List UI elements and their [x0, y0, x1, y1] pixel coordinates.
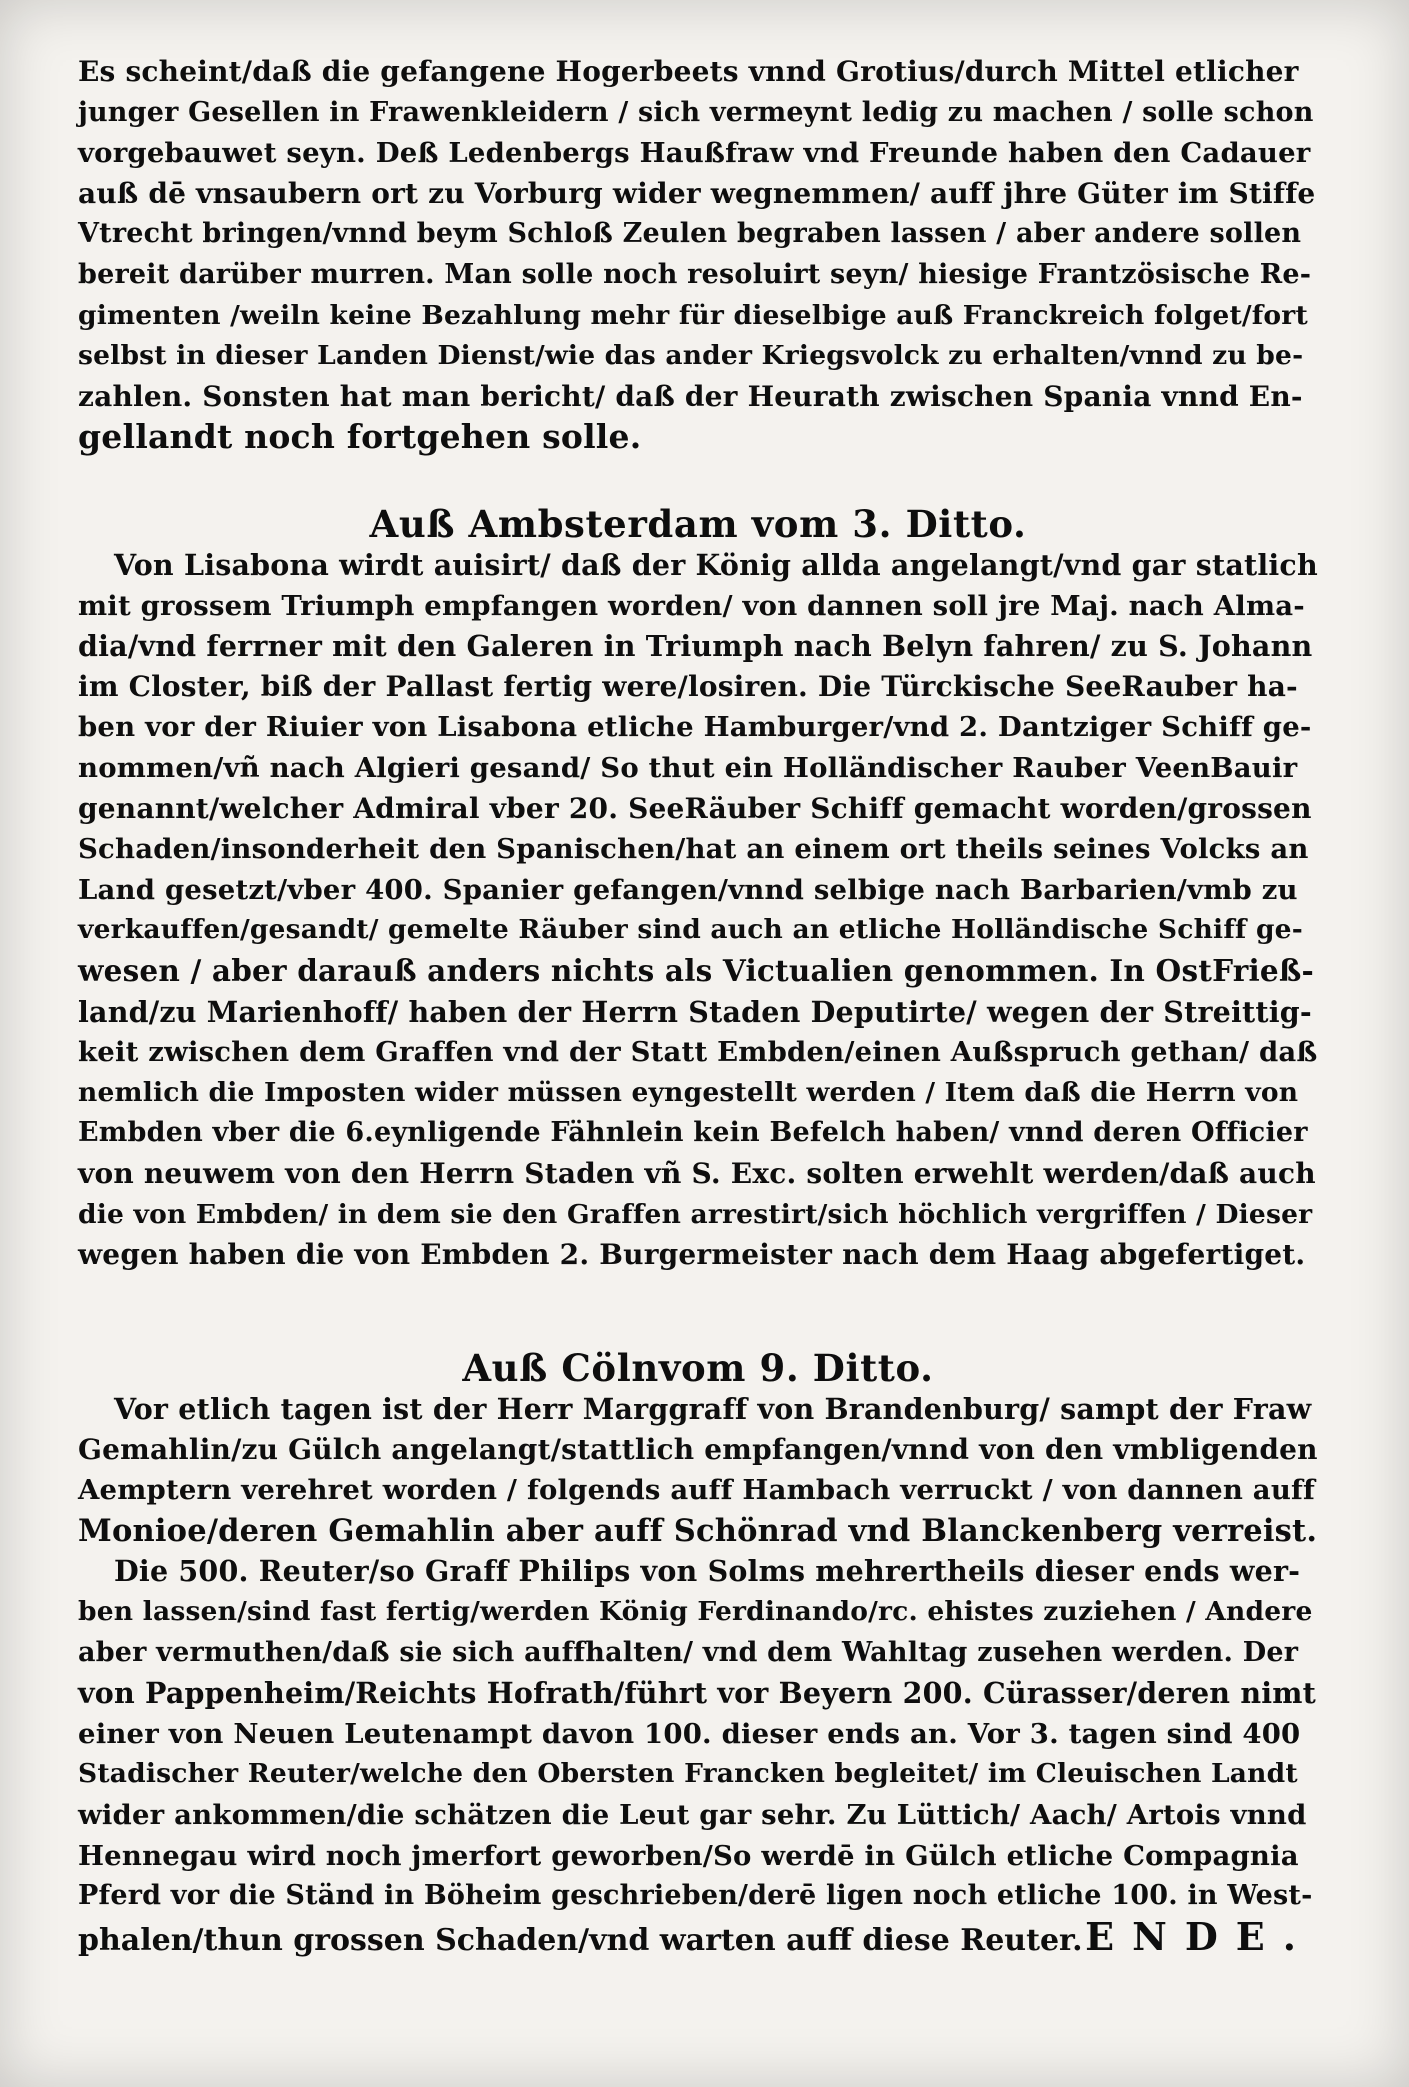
- text-line: Es scheint/daß die gefangene Hogerbeets vnnd Grotius/durch Mittel etlicher: [78, 55, 1299, 88]
- section-heading-amsterdam: Auß Ambsterdam vom 3. Ditto.: [369, 502, 1027, 546]
- text-line: wesen / aber darauß anders nichts als Victualien genommen. In OstFrieß-: [78, 952, 1314, 988]
- text-line: land/zu Marienhoff/ haben der Herrn Staden Deputirte/ wegen der Streittig-: [78, 994, 1312, 1029]
- text-line: Gemahlin/zu Gülch angelangt/stattlich empfangen/vnnd von den vmbligenden: [78, 1432, 1318, 1466]
- text-line: Vor etlich tagen ist der Herr Marggraff von Brandenburg/ sampt der Fraw: [114, 1392, 1312, 1426]
- text-line: nemlich die Imposten wider müssen eyngestellt werden / Item daß die Herrn von: [78, 1076, 1299, 1108]
- text-line: Stadischer Reuter/welche den Obersten Francken begleitet/ im Cleuischen Landt: [78, 1758, 1298, 1790]
- last-line-row: [78, 1913, 1318, 1959]
- text-line: die von Embden/ in dem sie den Graffen arrestirt/sich höchlich vergriffen / Dieser: [78, 1198, 1313, 1230]
- text-line: Land gesetzt/vber 400. Spanier gefangen/vnnd selbige nach Barbarien/vmb zu: [78, 873, 1298, 906]
- text-line: Von Lisabona wirdt auisirt/ daß der König allda angelangt/vnd gar statlich: [114, 548, 1318, 582]
- text-line: wider ankommen/die schätzen die Leut gar sehr. Zu Lüttich/ Aach/ Artois vnnd: [78, 1798, 1307, 1831]
- section-heading-koeln: Auß Cölnvom 9. Ditto.: [462, 1346, 934, 1390]
- text-line: im Closter, biß der Pallast fertig were/losiren. Die Türckische SeeRauber ha-: [78, 669, 1298, 703]
- text-line: vorgebauwet seyn. Deß Ledenbergs Haußfraw vnd Freunde haben den Cadauer: [78, 137, 1311, 170]
- text-line: Monioe/deren Gemahlin aber auff Schönrad vnd Blanckenberg verreist.: [78, 1512, 1318, 1549]
- text-line: phalen/thun grossen Schaden/vnd warten auff diese Reuter.: [78, 1922, 1083, 1958]
- text-line: bereit darüber murren. Man solle noch resoluirt seyn/ hiesige Frantzösische Re-: [78, 258, 1312, 290]
- text-line: Hennegau wird noch jmerfort geworben/So werdē in Gülch etliche Compagnia: [78, 1839, 1299, 1872]
- text-line: Die 500. Reuter/so Graff Philips von Solms mehrertheils dieser ends wer-: [114, 1554, 1301, 1589]
- text-line: mit grossem Triumph empfangen worden/ von dannen soll jre Maj. nach Alma-: [78, 589, 1305, 622]
- finis-mark: ENDE.: [1085, 1913, 1314, 1959]
- section-news-paragraph-1: [78, 52, 1318, 458]
- text-line: Pferd vor die Ständ in Böheim geschrieben/derē ligen noch etliche 100. in West-: [78, 1880, 1313, 1912]
- text-line: gimenten /weiln keine Bezahlung mehr für dieselbige auß Franckreich folget/fort: [78, 299, 1308, 331]
- text-line: auß dē vnsaubern ort zu Vorburg wider wegnemmen/ auff jhre Güter im Stiffe: [78, 176, 1316, 210]
- section-koeln: [78, 1347, 1318, 1957]
- text-line: Schaden/insonderheit den Spanischen/hat an einem ort theils seines Volcks an: [78, 833, 1309, 866]
- text-line: gellandt noch fortgehen solle.: [78, 417, 642, 457]
- text-line: von Pappenheim/Reichts Hofrath/führt vor Beyern 200. Cürasser/deren nimt: [78, 1676, 1316, 1711]
- text-line: Vtrecht bringen/vnnd beym Schloß Zeulen begraben lassen / aber andere sollen: [78, 218, 1302, 250]
- text-line: junger Gesellen in Frawenkleidern / sich vermeynt ledig zu machen / solle schon: [78, 96, 1314, 128]
- text-line: einer von Neuen Leutenampt davon 100. dieser ends an. Vor 3. tagen sind 400: [78, 1717, 1301, 1750]
- text-line: nommen/vñ nach Algieri gesand/ So thut ein Holländischer Rauber VeenBauir: [78, 751, 1298, 784]
- section-amsterdam: [78, 503, 1318, 1276]
- text-line: selbst in dieser Landen Dienst/wie das ander Kriegsvolck zu erhalten/vnnd zu be-: [78, 340, 1304, 372]
- text-line: von neuwem von den Herrn Staden vñ S. Exc. solten erwehlt werden/daß auch: [78, 1156, 1316, 1190]
- text-line: wegen haben die von Embden 2. Burgermeister nach dem Haag abgefertiget.: [78, 1238, 1306, 1272]
- text-line: genannt/welcher Admiral vber 20. SeeRäuber Schiff gemacht worden/grossen: [78, 791, 1312, 825]
- text-line: Aemptern verehret worden / folgends auff Hambach verruckt / von dannen auff: [78, 1474, 1316, 1507]
- text-line: Embden vber die 6.eynligende Fähnlein kein Befelch haben/ vnnd deren Officier: [78, 1117, 1308, 1149]
- text-line: keit zwischen dem Graffen vnd der Statt Embden/einen Außspruch gethan/ daß: [78, 1036, 1318, 1069]
- text-line: aber vermuthen/daß sie sich auffhalten/ vnd dem Wahltag zusehen werden. Der: [78, 1636, 1299, 1668]
- text-line: dia/vnd ferrner mit den Galeren in Triumph nach Belyn fahren/ zu S. Johann: [78, 629, 1313, 664]
- text-line: verkauffen/gesandt/ gemelte Räuber sind auch an etliche Holländische Schiff ge-: [78, 914, 1303, 946]
- text-line: zahlen. Sonsten hat man bericht/ daß der Heurath zwischen Spania vnnd En-: [78, 379, 1303, 413]
- text-line: ben lassen/sind fast fertig/werden König Ferdinando/rc. ehistes zuziehen / Andere: [78, 1595, 1313, 1627]
- text-line: ben vor der Riuier von Lisabona etliche Hamburger/vnd 2. Dantziger Schiff ge-: [78, 711, 1312, 744]
